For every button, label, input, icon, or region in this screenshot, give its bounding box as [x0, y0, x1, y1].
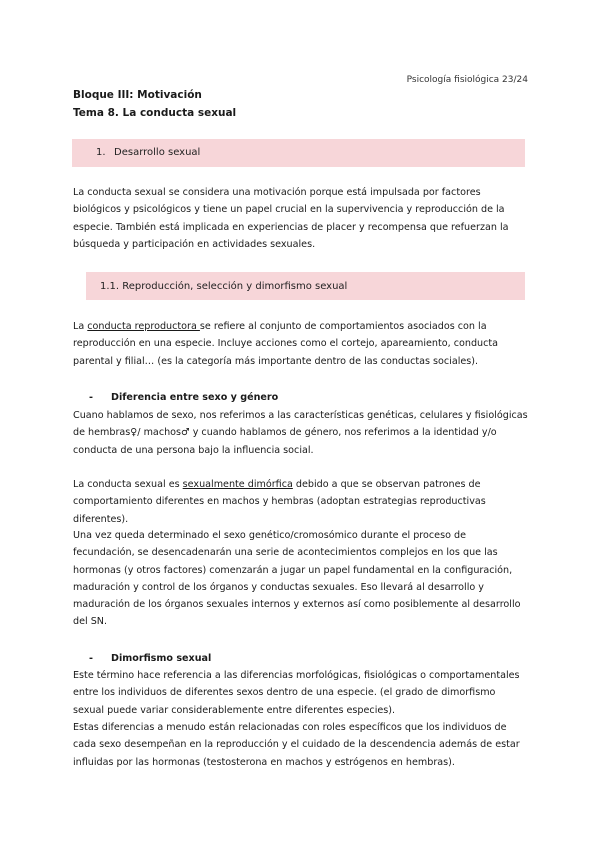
- bullet-heading-sex-gender: [73, 389, 528, 406]
- section-heading-1: [72, 139, 525, 167]
- text-segment: La conducta sexual es: [73, 479, 183, 490]
- underlined-term: sexualmente dimórfica: [182, 479, 293, 490]
- text-segment: debido a que se observan patrones de comportamiento diferentes en machos y hembras (adoptan estrategias reproductivas diferentes).: [73, 479, 486, 525]
- paragraph-dimorphism-roles: Estas diferencias a menudo están relacionadas con roles específicos que los individuos de cada sexo desempeñan en la reproducción y el cuidado de la descendencia además de estar influidas por las hormonas (testosterona en machos y estrógenos en hembras).: [73, 722, 520, 768]
- course-header: Psicología fisiológica 23/24: [406, 75, 528, 85]
- text-segment: La: [73, 321, 88, 332]
- paragraph-dimorphism-definition: Este término hace referencia a las diferencias morfológicas, fisiológicas o comportamentales entre los individuos de diferentes sexos dentro de una especie. (el grado de dimorfismo sexual puede variar considerablemente entre diferentes especies).: [73, 670, 520, 716]
- section-label: Desarrollo sexual: [114, 147, 201, 158]
- bullet-dash: -: [89, 392, 93, 403]
- block-title: Bloque III: Motivación: [73, 89, 202, 101]
- bullet-heading-dimorphism: [73, 650, 528, 667]
- bullet-dash: -: [89, 653, 93, 664]
- topic-title: Tema 8. La conducta sexual: [73, 107, 237, 119]
- paragraph-sex-gender: Cuano hablamos de sexo, nos referimos a las características genéticas, celulares y fisiológicas de hembras♀/ machos♂ y cuando hablamos de género, nos referimos a la identidad y/o conducta de una persona bajo la influencia social.: [73, 410, 528, 456]
- bullet-label: Diferencia entre sexo y género: [111, 392, 279, 403]
- text-segment: se refiere al conjunto de comportamientos asociados con la reproducción en una especie. Incluye acciones como el cortejo, apareamiento, conducta parental y filial… (es la categoría más importante dentro de las conductas sociales).: [73, 321, 499, 367]
- paragraph-reproductive-conduct: [73, 318, 528, 370]
- underlined-term: conducta reproductora: [87, 321, 200, 332]
- section-heading-1-1: [86, 272, 525, 300]
- subsection-label: 1.1. Reproducción, selección y dimorfismo sexual: [100, 281, 348, 292]
- bullet-label: Dimorfismo sexual: [111, 653, 212, 664]
- paragraph-intro: La conducta sexual se considera una motivación porque está impulsada por factores biológicos y psicológicos y tiene un papel crucial en la supervivencia y reproducción de la especie. También está implicada en experiencias de placer y recompensa que refuerzan la búsqueda y participación en actividades sexuales.: [73, 187, 509, 250]
- section-number: 1.: [96, 147, 106, 158]
- paragraph-dimorphic: [73, 476, 528, 528]
- paragraph-fecundation: Una vez queda determinado el sexo genético/cromosómico durante el proceso de fecundación, se desencadenarán una serie de acontecimientos complejos en los que las hormonas (y otros factores) comenzarán a jugar un papel fundamental en la configuración, maduración y control de los órganos y conductas sexuales. Eso llevará al desarrollo y maduración de los órganos sexuales internos y externos así como posiblemente al desarrollo del SN.: [73, 530, 521, 628]
